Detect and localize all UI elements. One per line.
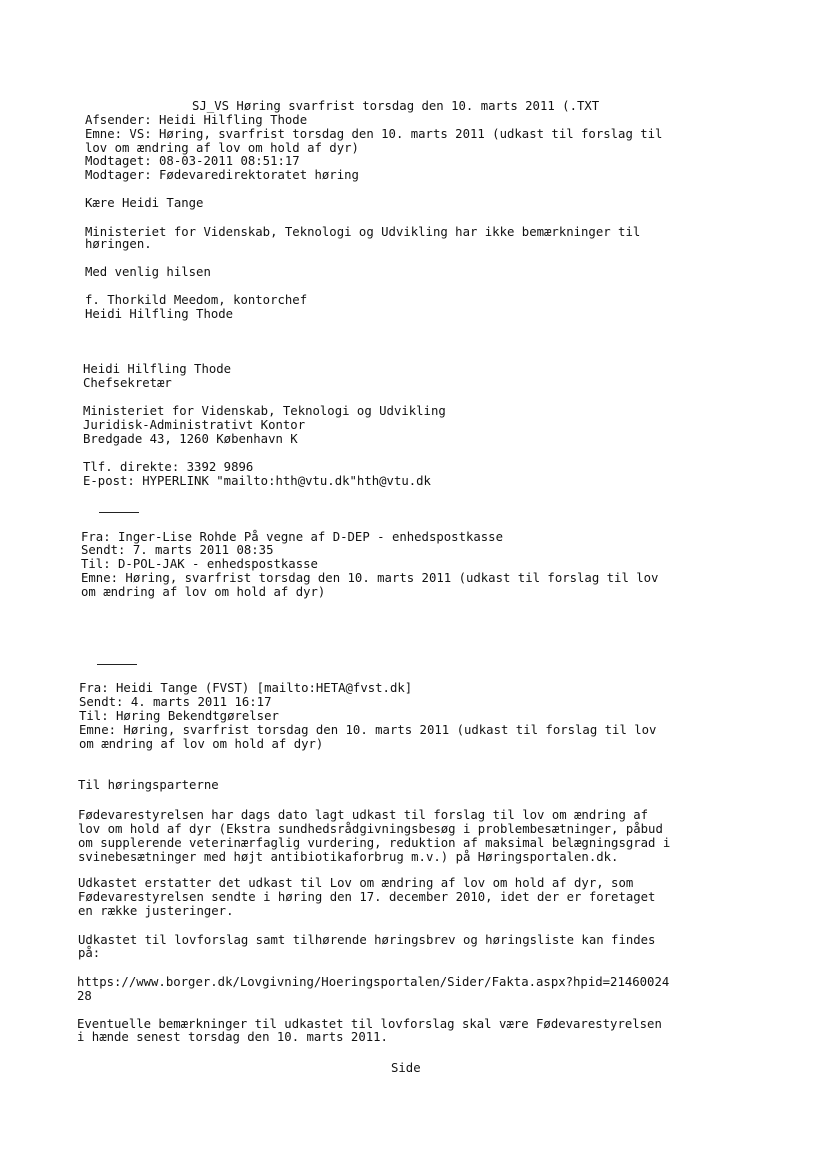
sign-line-2: Heidi Hilfling Thode (85, 307, 234, 321)
email3-sent: Sendt: 4. marts 2011 16:17 (79, 695, 272, 709)
body3-p2-line-2: Fødevarestyrelsen sendte i høring den 17. december 2010, idet der er foretaget (78, 890, 656, 904)
body3-p1-line-3: om supplerende veterinærfaglig vurdering, reduktion af maksimal belægningsgrad i (78, 836, 671, 850)
email1-sender: Afsender: Heidi Hilfling Thode (85, 113, 308, 127)
body3-p2-line-3: en række justeringer. (78, 904, 234, 918)
separator-line (99, 512, 139, 513)
email1-received: Modtaget: 08-03-2011 08:51:17 (85, 154, 300, 168)
email1-subject-line-1: Emne: VS: Høring, svarfrist torsdag den 10. marts 2011 (udkast til forslag til (85, 127, 663, 141)
closing: Med venlig hilsen (85, 265, 211, 279)
email2-subject-line-2: om ændring af lov om hold af dyr) (81, 585, 326, 599)
document-title: SJ_VS Høring svarfrist torsdag den 10. marts 2011 (.TXT (192, 99, 600, 113)
signature-address: Bredgade 43, 1260 København K (83, 432, 298, 446)
email2-to: Til: D-POL-JAK - enhedspostkasse (81, 557, 318, 571)
body3-p1-line-1: Fødevarestyrelsen har dags dato lagt udkast til forslag til lov om ændring af (78, 808, 649, 822)
email2-sent: Sendt: 7. marts 2011 08:35 (81, 543, 274, 557)
body3-p4-line-1: Eventuelle bemærkninger til udkastet til lovforslag skal være Fødevarestyrelsen (77, 1017, 662, 1031)
body3-p3-line-2: på: (78, 946, 101, 960)
body1-line-2: høringen. (85, 237, 152, 251)
body3-p3-line-1: Udkastet til lovforslag samt tilhørende høringsbrev og høringsliste kan findes (78, 933, 656, 947)
email3-subject-line-2: om ændring af lov om hold af dyr) (79, 737, 324, 751)
signature-email: E-post: HYPERLINK "mailto:hth@vtu.dk"hth@vtu.dk (83, 474, 431, 488)
signature-role: Chefsekretær (83, 376, 172, 390)
body3-p1-line-4: svinebesætninger med højt antibiotikaforbrug m.v.) på Høringsportalen.dk. (78, 850, 619, 864)
body1-line-1: Ministeriet for Videnskab, Teknologi og Udvikling har ikke bemærkninger til (85, 225, 641, 239)
separator-line (97, 664, 137, 665)
signature-name: Heidi Hilfling Thode (83, 362, 232, 376)
body3-p1-line-2: lov om hold af dyr (Ekstra sundhedsrådgivningsbesøg i problembesætninger, påbud (78, 822, 663, 836)
email2-subject-line-1: Emne: Høring, svarfrist torsdag den 10. marts 2011 (udkast til forslag til lov (81, 571, 659, 585)
email3-subject-line-1: Emne: Høring, svarfrist torsdag den 10. marts 2011 (udkast til forslag til lov (79, 723, 657, 737)
hearing-portal-link-line-1[interactable]: https://www.borger.dk/Lovgivning/Hoeringsportalen/Sider/Fakta.aspx?hpid=21460024 (77, 975, 670, 989)
email1-recipient: Modtager: Fødevaredirektoratet høring (85, 168, 359, 182)
body3-p4-line-2: i hænde senest torsdag den 10. marts 2011. (77, 1030, 388, 1044)
signature-org: Ministeriet for Videnskab, Teknologi og Udvikling (83, 404, 446, 418)
email3-to: Til: Høring Bekendtgørelser (79, 709, 279, 723)
page-footer-label: Side (391, 1061, 421, 1075)
email1-subject-line-2: lov om ændring af lov om hold af dyr) (85, 141, 359, 155)
sign-line-1: f. Thorkild Meedom, kontorchef (85, 293, 308, 307)
email2-from: Fra: Inger-Lise Rohde På vegne af D-DEP - enhedspostkasse (81, 530, 503, 544)
email3-from: Fra: Heidi Tange (FVST) [mailto:HETA@fvst.dk] (79, 681, 413, 695)
body3-p2-line-1: Udkastet erstatter det udkast til Lov om ændring af lov om hold af dyr, som (78, 876, 634, 890)
signature-phone: Tlf. direkte: 3392 9896 (83, 460, 254, 474)
signature-dept: Juridisk-Administrativt Kontor (83, 418, 306, 432)
hearing-portal-link-line-2[interactable]: 28 (77, 989, 92, 1003)
body3-greeting: Til høringsparterne (78, 778, 219, 792)
greeting: Kære Heidi Tange (85, 196, 204, 210)
